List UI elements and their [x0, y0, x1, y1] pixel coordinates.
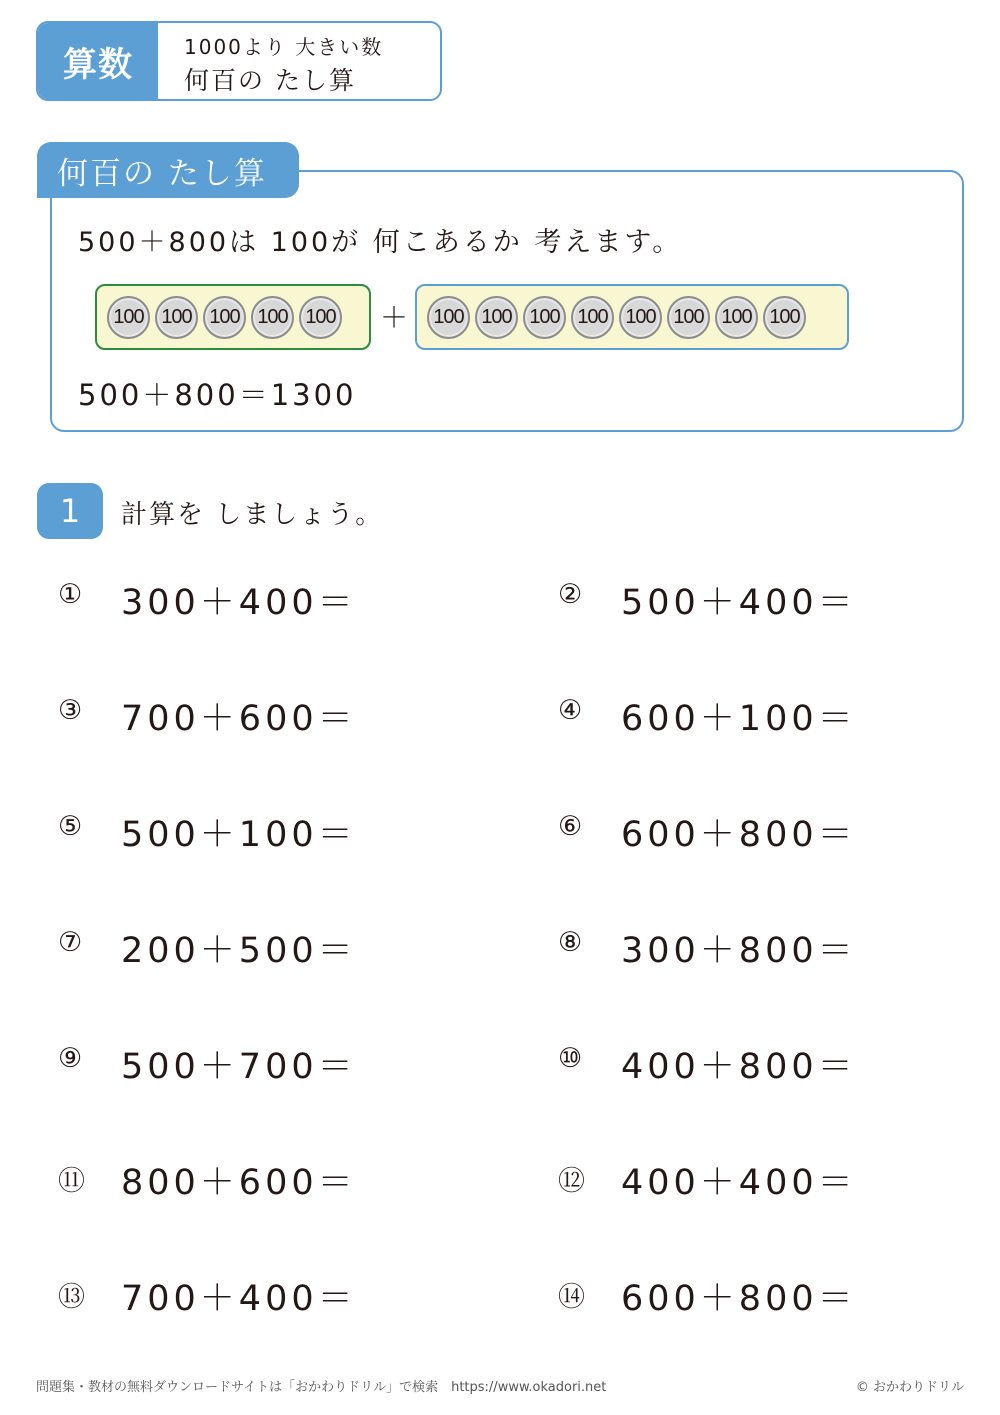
- problem-number: ③: [58, 695, 83, 726]
- unit-title: 1000より 大きい数: [184, 35, 384, 59]
- problem-expression: 600＋800＝: [621, 815, 857, 855]
- subject-label: 算数: [38, 23, 158, 99]
- problem-number: ⑬: [58, 1282, 85, 1313]
- coin-100: 100: [203, 296, 246, 339]
- plus-sign: ＋: [380, 301, 409, 334]
- question-number-badge: 1: [37, 483, 103, 539]
- problem-expression: 400＋800＝: [621, 1047, 857, 1087]
- problem-expression: 600＋800＝: [621, 1279, 857, 1319]
- problem-number: ⑭: [558, 1282, 585, 1313]
- coin-100: 100: [571, 296, 614, 339]
- coin-100: 100: [763, 296, 806, 339]
- problem-number: ①: [58, 579, 83, 610]
- problem-expression: 500＋700＝: [121, 1047, 357, 1087]
- problem-expression: 800＋600＝: [121, 1163, 357, 1203]
- problem-expression: 500＋100＝: [121, 815, 357, 855]
- header-box: [36, 21, 442, 101]
- problem-expression: 700＋400＝: [121, 1279, 357, 1319]
- problem-expression: 700＋600＝: [121, 699, 357, 739]
- coin-100: 100: [427, 296, 470, 339]
- footer-copyright: © おかわりドリル: [855, 1380, 964, 1395]
- coin-100: 100: [251, 296, 294, 339]
- problem-number: ⑤: [58, 811, 83, 842]
- problem-number: ⑫: [558, 1166, 585, 1197]
- coin-100: 100: [523, 296, 566, 339]
- problem-number: ⑥: [558, 811, 583, 842]
- problem-expression: 200＋500＝: [121, 931, 357, 971]
- problem-number: ②: [558, 579, 583, 610]
- coin-group-800: [415, 284, 849, 350]
- problem-expression: 500＋400＝: [621, 583, 857, 623]
- example-text: 500＋800は 100が 何こあるか 考えます。: [78, 227, 683, 258]
- example-title: 何百の たし算: [37, 142, 299, 198]
- problem-number: ⑧: [558, 927, 583, 958]
- problem-expression: 300＋800＝: [621, 931, 857, 971]
- coin-100: 100: [299, 296, 342, 339]
- footer-site-text: 問題集・教材の無料ダウンロードサイトは「おかわりドリル」で検索 https://www.okadori.net: [36, 1380, 607, 1395]
- problem-number: ⑨: [58, 1043, 83, 1074]
- problem-number: ④: [558, 695, 583, 726]
- problem-expression: 600＋100＝: [621, 699, 857, 739]
- question-instruction: 計算を しましょう。: [121, 500, 384, 530]
- problem-expression: 400＋400＝: [621, 1163, 857, 1203]
- problem-number: ⑩: [558, 1043, 583, 1074]
- problem-expression: 300＋400＝: [121, 583, 357, 623]
- coin-100: 100: [155, 296, 198, 339]
- coin-100: 100: [107, 296, 150, 339]
- coin-100: 100: [475, 296, 518, 339]
- coin-group-500: [95, 284, 371, 350]
- coin-100: 100: [667, 296, 710, 339]
- example-result: 500＋800＝1300: [78, 378, 357, 412]
- topic-title: 何百の たし算: [184, 66, 356, 95]
- problem-number: ⑦: [58, 927, 83, 958]
- problem-number: ⑪: [58, 1166, 85, 1197]
- coin-100: 100: [715, 296, 758, 339]
- coin-100: 100: [619, 296, 662, 339]
